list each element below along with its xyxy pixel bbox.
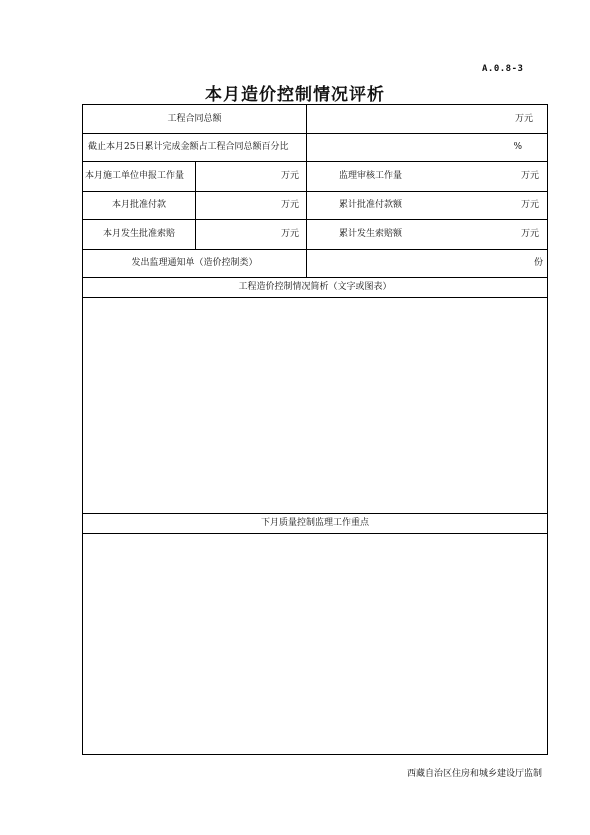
month-approved-pay-label: 本月批准付款 [111, 200, 166, 210]
supervisor-review-label: 监理审核工作量 [339, 171, 403, 181]
row-divider [83, 297, 547, 298]
cumulative-claims-label: 累计发生索赔额 [339, 229, 403, 239]
next-month-header: 下月质量控制监理工作重点 [260, 518, 369, 528]
notice-label: 发出监理通知单（造价控制类） [131, 258, 258, 268]
contractor-report-label: 本月施工单位申报工作量 [85, 171, 185, 181]
row-divider [83, 219, 547, 220]
month-claims-label: 本月发生批准索赔 [102, 229, 175, 239]
next-month-body[interactable] [87, 538, 543, 750]
document-code: A.0.8-3 [482, 64, 524, 74]
cumulative-claims-unit: 万元 [520, 229, 539, 239]
cumulative-approved-pay-label: 累计批准付款额 [339, 200, 403, 210]
cumulative-approved-pay-unit: 万元 [520, 200, 539, 210]
row-divider [83, 161, 547, 162]
supervisor-review-unit: 万元 [520, 171, 539, 181]
row-divider [83, 191, 547, 192]
issuer-footer: 西藏自治区住房和城乡建设厅监制 [406, 769, 542, 779]
page-title: 本月造价控制情况评析 [205, 85, 385, 105]
cumulative-percent-label: 截止本月25日累计完成金额占工程合同总额百分比 [88, 142, 289, 152]
month-claims-unit: 万元 [280, 229, 299, 239]
analysis-body[interactable] [87, 302, 543, 510]
analysis-header: 工程造价控制情况简析（文字或图表） [238, 282, 392, 292]
contract-total-unit: 万元 [514, 114, 533, 124]
column-divider [306, 105, 307, 161]
month-approved-pay-unit: 万元 [280, 200, 299, 210]
cumulative-percent-unit: % [513, 142, 522, 152]
notice-unit: 份 [533, 258, 543, 268]
column-divider [306, 161, 307, 249]
row-divider [83, 513, 547, 514]
contract-total-label: 工程合同总额 [167, 114, 222, 124]
contractor-report-unit: 万元 [280, 171, 299, 181]
form-table [82, 104, 548, 755]
row-divider [83, 249, 547, 250]
row-divider [83, 133, 547, 134]
row-divider [83, 277, 547, 278]
row-divider [83, 533, 547, 534]
